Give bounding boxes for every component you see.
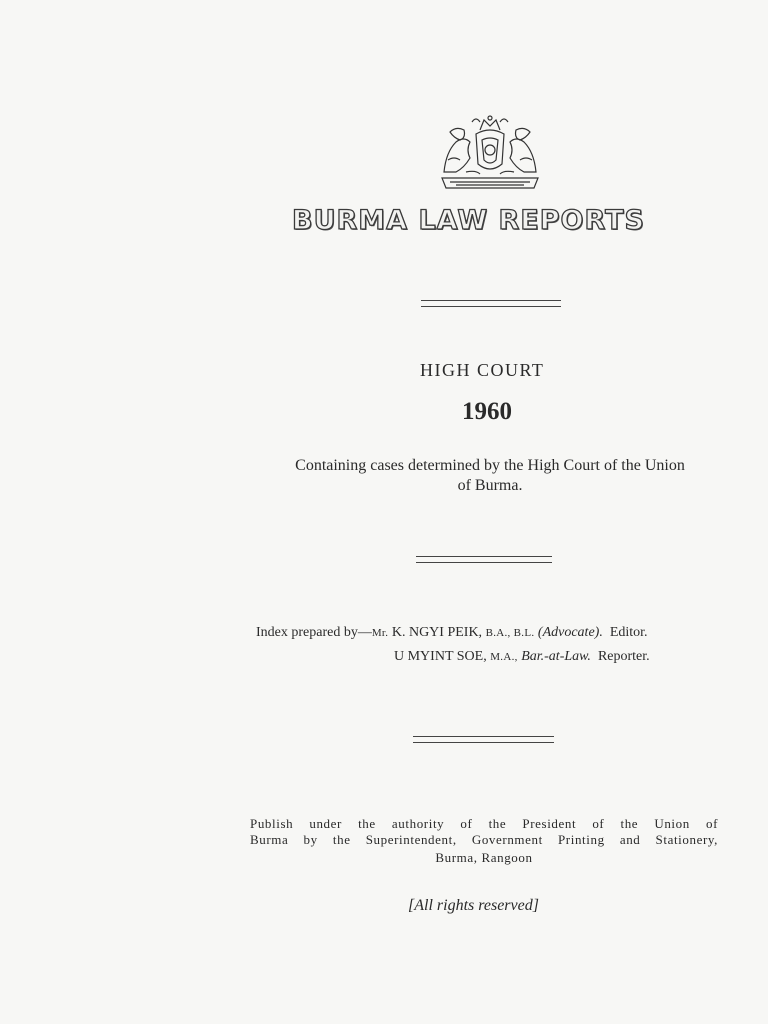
title-text: BURMA LAW REPORTS [292,205,645,236]
editor-role: Editor. [609,625,648,640]
index-editor-line [256,625,648,641]
editor-note: (Advocate). [537,625,603,640]
divider-rule [416,556,552,563]
editor-name: K. NGYI PEIK, [391,625,483,640]
burma-coat-of-arms-icon [436,112,544,192]
rights-notice: [All rights reserved] [408,897,539,914]
divider-rule [413,736,554,743]
reporter-degrees: M.A., [490,651,518,663]
publisher-line: Publish under the authority of the President of the Union of [250,816,718,831]
year-heading: 1960 [462,398,512,425]
editor-title: Mr. [371,627,389,639]
index-reporter-line [394,649,650,665]
divider-rule [421,300,561,307]
editor-degrees: B.A., B.L. [485,627,535,639]
reporter-role: Reporter. [597,649,650,664]
reporter-name: U MYINT SOE, [394,649,487,664]
reporter-note: Bar.-at-Law. [521,649,591,664]
publisher-statement [250,816,718,848]
publisher-location: Burma, Rangoon [435,850,533,865]
publisher-line: Burma by the Superintendent, Government Printing and Stationery, [250,832,718,847]
index-prefix: Index prepared by— [256,625,372,640]
description: Containing cases determined by the High Court of the Union of Burma. [295,457,685,494]
court-heading: HIGH COURT [420,360,545,380]
